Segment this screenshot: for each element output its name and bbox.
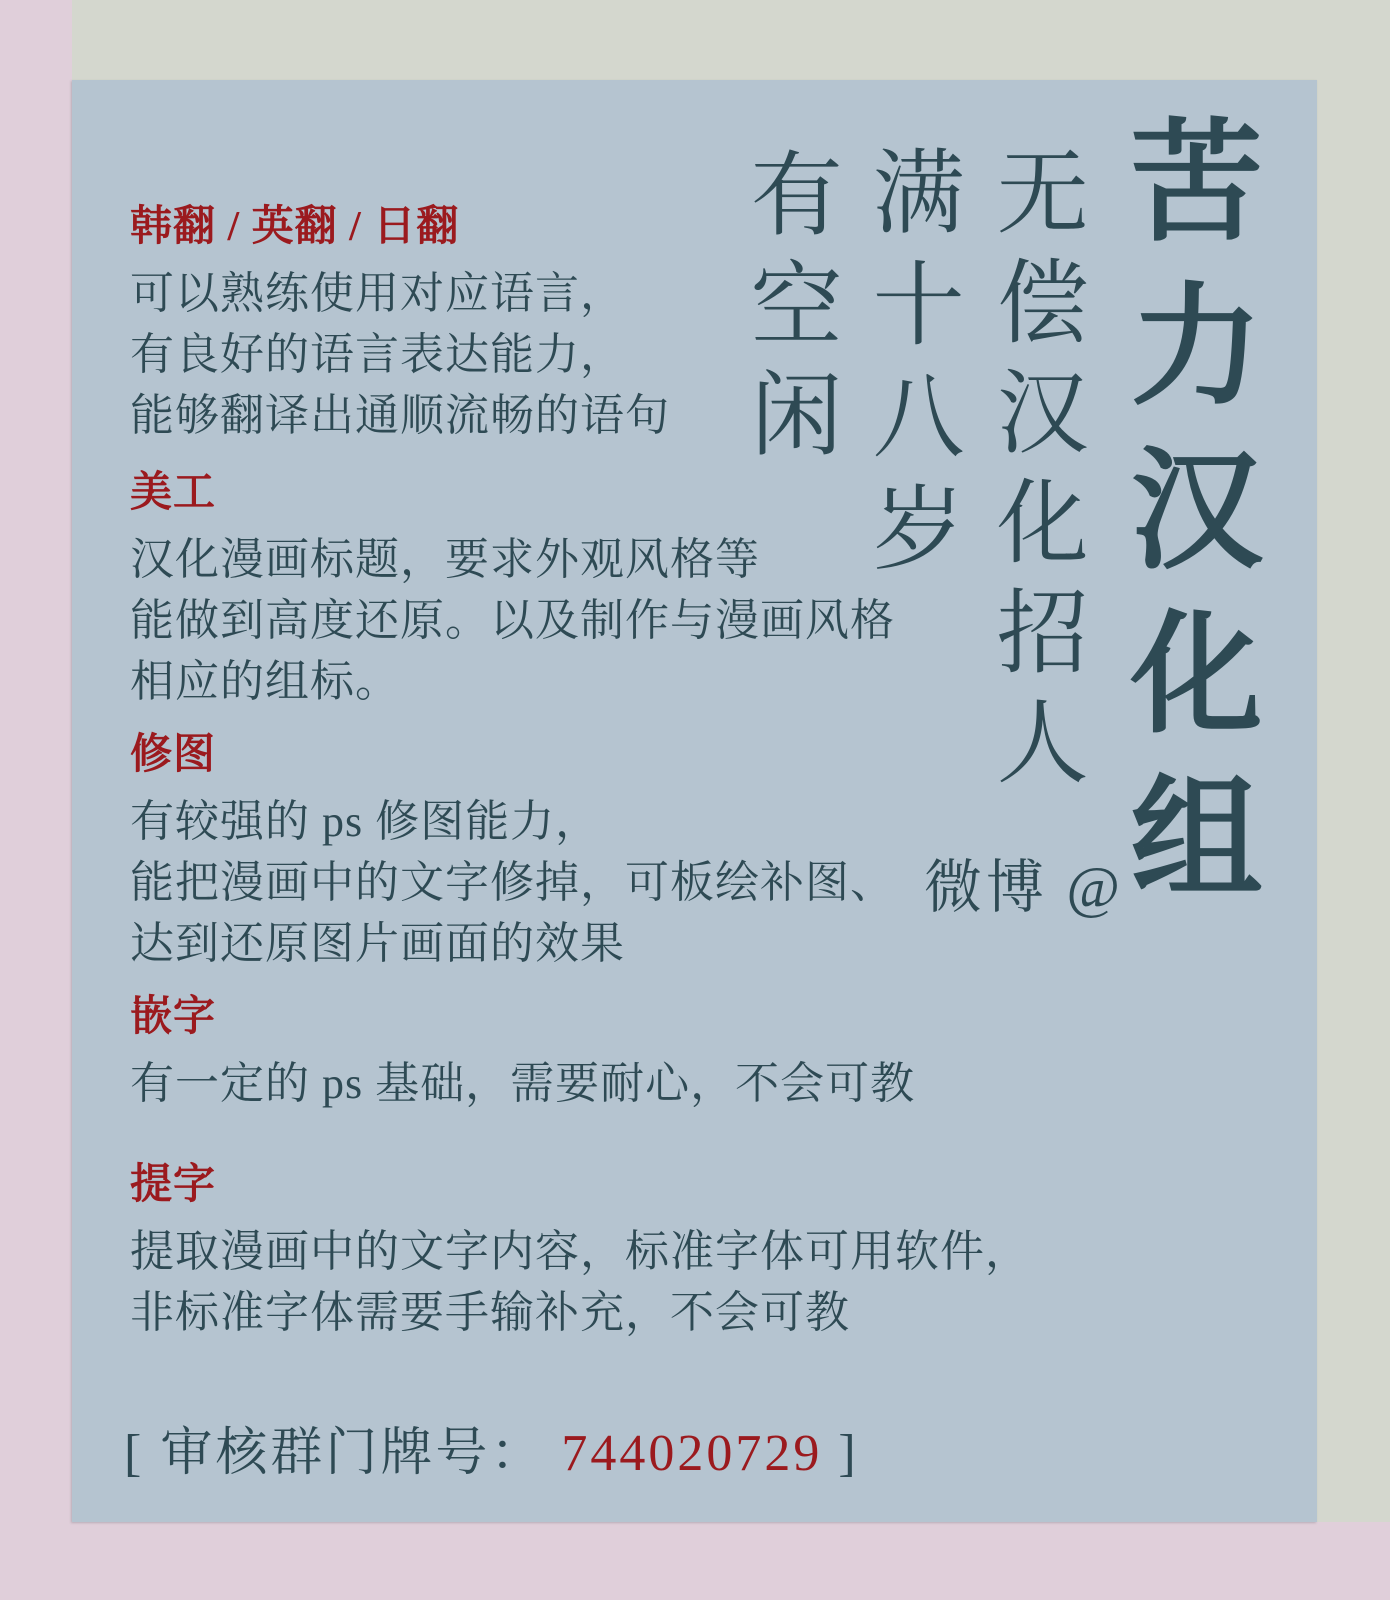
section-retoucher-line: 有较强的 ps 修图能力， bbox=[130, 797, 601, 847]
section-translators bbox=[130, 204, 670, 446]
poster-subtitle-recruiting: 无偿汉化招人 bbox=[983, 144, 1086, 804]
poster-panel bbox=[72, 80, 1317, 1522]
section-art-designer-title: 美工 bbox=[130, 470, 217, 516]
section-translators-title: 韩翻 / 英翻 / 日翻 bbox=[130, 204, 460, 250]
footer-prefix: [ 审核群门牌号： bbox=[124, 1425, 562, 1482]
section-art-designer bbox=[130, 470, 895, 712]
section-typesetter-title: 嵌字 bbox=[130, 994, 217, 1040]
section-retoucher-line: 能把漫画中的文字修掉，可板绘补图、 bbox=[130, 858, 895, 908]
section-transcriber-title: 提字 bbox=[130, 1162, 217, 1208]
section-art-designer-line: 能做到高度还原。以及制作与漫画风格 bbox=[130, 596, 895, 646]
footer-group-number: 744020729 bbox=[561, 1425, 823, 1482]
section-art-designer-line: 相应的组标。 bbox=[130, 657, 400, 707]
section-art-designer-line: 汉化漫画标题，要求外观风格等 bbox=[130, 535, 760, 585]
section-transcriber-line: 提取漫画中的文字内容，标准字体可用软件， bbox=[130, 1227, 1030, 1277]
requirement-age: 满十八岁 bbox=[859, 144, 962, 592]
footer-suffix: ] bbox=[822, 1425, 859, 1482]
section-retoucher-line: 达到还原图片画面的效果 bbox=[130, 919, 625, 969]
section-translators-line: 有良好的语言表达能力， bbox=[130, 330, 625, 380]
requirement-free-time: 有空闲 bbox=[737, 146, 840, 476]
section-typesetter bbox=[130, 994, 915, 1114]
section-transcriber-line: 非标准字体需要手输补充，不会可教 bbox=[130, 1288, 850, 1338]
section-typesetter-line: 有一定的 ps 基础，需要耐心，不会可教 bbox=[130, 1059, 916, 1109]
audit-group-number-line bbox=[124, 1410, 859, 1485]
section-retoucher bbox=[130, 732, 895, 974]
weibo-handle: 微博 @ bbox=[924, 855, 1124, 920]
section-transcriber bbox=[130, 1162, 1030, 1343]
section-translators-line: 能够翻译出通顺流畅的语句 bbox=[130, 391, 670, 441]
section-retoucher-title: 修图 bbox=[130, 732, 217, 778]
poster-main-title: 苦力汉化组 bbox=[1110, 112, 1258, 932]
section-translators-line: 可以熟练使用对应语言， bbox=[130, 269, 625, 319]
